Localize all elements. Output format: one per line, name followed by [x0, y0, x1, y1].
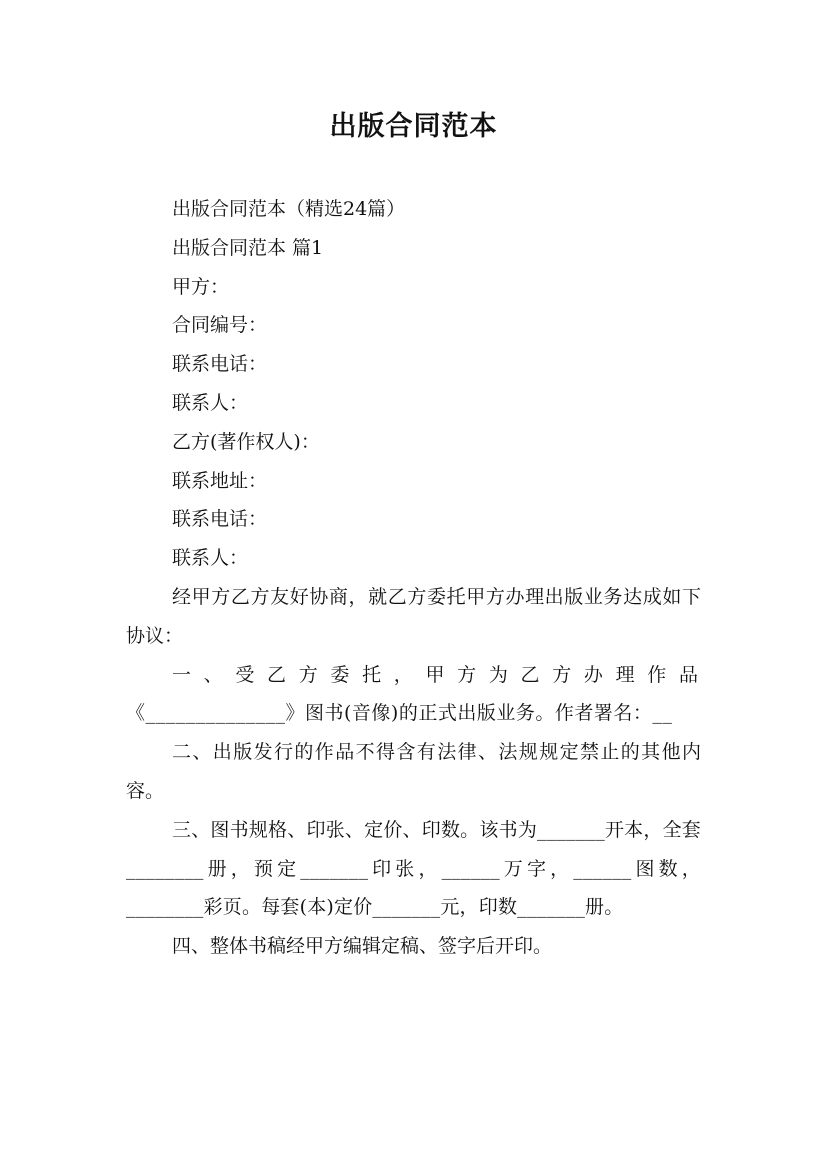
clause-2: 二、出版发行的作品不得含有法律、法规规定禁止的其他内容。	[126, 741, 701, 802]
document-body	[126, 190, 701, 966]
clause-3: 三、图书规格、印张、定价、印数。该书为_______开本，全套________册，预定_______印张，______万字，______图数，________彩页。每套(本)定价_______元，印数_______册。	[126, 818, 701, 919]
party-a-contact: 联系人：	[172, 391, 249, 414]
party-b-contact: 联系人：	[172, 547, 249, 570]
clause-1-rest: 《______________》图书(音像)的正式出版业务。作者署名：__	[126, 702, 673, 725]
clause-4: 四、整体书稿经甲方编辑定稿、签字后开印。	[172, 935, 553, 958]
clause-1	[126, 656, 701, 734]
party-b-label: 乙方(著作权人)：	[172, 430, 320, 453]
party-a-phone: 联系电话：	[172, 353, 268, 376]
party-a-contract-no: 合同编号：	[172, 314, 268, 337]
party-b-phone: 联系电话：	[172, 508, 268, 531]
party-b-address: 联系地址：	[172, 469, 268, 492]
clause-1-line-1: 一、受乙方委托，甲方为乙方办理作品	[172, 663, 701, 686]
section-heading: 出版合同范本 篇1	[172, 236, 324, 259]
intro-paragraph: 经甲方乙方友好协商，就乙方委托甲方办理出版业务达成如下协议：	[126, 585, 701, 647]
party-a-label: 甲方：	[172, 275, 230, 298]
document-subtitle: 出版合同范本（精选24篇）	[172, 198, 406, 220]
document-title: 出版合同范本	[329, 111, 498, 142]
